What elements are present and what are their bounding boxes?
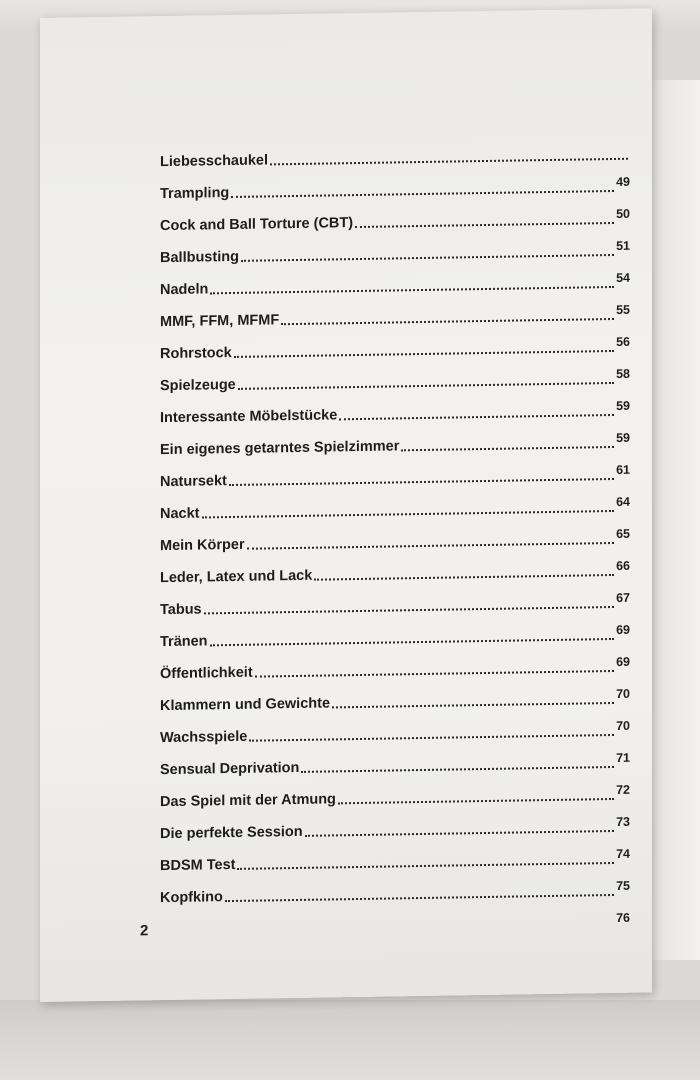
toc-entry-page: 61 [616, 462, 630, 477]
toc-entry-title: Öffentlichkeit [160, 664, 253, 683]
toc-entry-page: 67 [616, 590, 630, 605]
toc-entry-page: 56 [616, 334, 630, 349]
toc-entry-title: Natursekt [160, 473, 227, 491]
toc-entry-title: Ein eigenes getarntes Spielzimmer [160, 438, 400, 459]
toc-entry-title: Kopfkino [160, 889, 223, 907]
toc-entry-page: 76 [616, 910, 630, 925]
toc-entry-page: 70 [616, 718, 630, 733]
toc-entry-page: 55 [616, 302, 630, 317]
toc-entry-page: 59 [616, 430, 630, 445]
toc-entry-page: 71 [616, 750, 630, 765]
page-number: 2 [140, 922, 149, 940]
toc-entry-title: Ballbusting [160, 248, 239, 267]
toc-entry-title: Tabus [160, 601, 202, 619]
toc-entry-title: Trampling [160, 185, 230, 203]
table-surface [0, 1000, 700, 1080]
toc-entry-title: Das Spiel mit der Atmung [160, 791, 336, 811]
toc-entry-title: Liebesschaukel [160, 152, 268, 171]
table-of-contents [160, 131, 630, 938]
toc-entry-title: Klammern und Gewichte [160, 695, 331, 715]
toc-entry-title: Die perfekte Session [160, 823, 303, 843]
toc-entry-page: 51 [616, 238, 630, 253]
toc-entry-title: Tränen [160, 633, 208, 651]
book-page [40, 8, 652, 1002]
toc-entry-page: 49 [616, 174, 630, 189]
toc-entry-title: Spielzeuge [160, 376, 236, 395]
toc-entry-page: 64 [616, 494, 630, 509]
toc-entry-page: 72 [616, 782, 630, 797]
toc-entry-title: Cock and Ball Torture (CBT) [160, 215, 354, 235]
toc-entry-title: Rohrstock [160, 344, 232, 363]
toc-entry-title: MMF, FFM, MFMF [160, 312, 280, 331]
toc-entry-title: BDSM Test [160, 856, 236, 875]
toc-entry-page: 50 [616, 206, 630, 221]
toc-entry-page: 59 [616, 398, 630, 413]
toc-entry-title: Interessante Möbelstücke [160, 407, 338, 427]
toc-entry-title: Nadeln [160, 281, 209, 299]
toc-entry-page: 69 [616, 622, 630, 637]
toc-entry-page: 54 [616, 270, 630, 285]
toc-entry-page: 73 [616, 814, 630, 829]
toc-entry-title: Leder, Latex und Lack [160, 567, 313, 587]
toc-entry-page: 70 [616, 686, 630, 701]
toc-entry-page: 74 [616, 846, 630, 861]
toc-entry-title: Sensual Deprivation [160, 759, 300, 779]
toc-entry-title: Wachsspiele [160, 728, 248, 747]
toc-entry-page: 75 [616, 878, 630, 893]
toc-entry-title: Mein Körper [160, 536, 245, 555]
toc-entry-page: 69 [616, 654, 630, 669]
toc-entry-page: 66 [616, 558, 630, 573]
toc-entry-page: 65 [616, 526, 630, 541]
toc-entry-title: Nackt [160, 505, 200, 523]
toc-entry-page: 58 [616, 366, 630, 381]
toc-entry [160, 899, 630, 938]
